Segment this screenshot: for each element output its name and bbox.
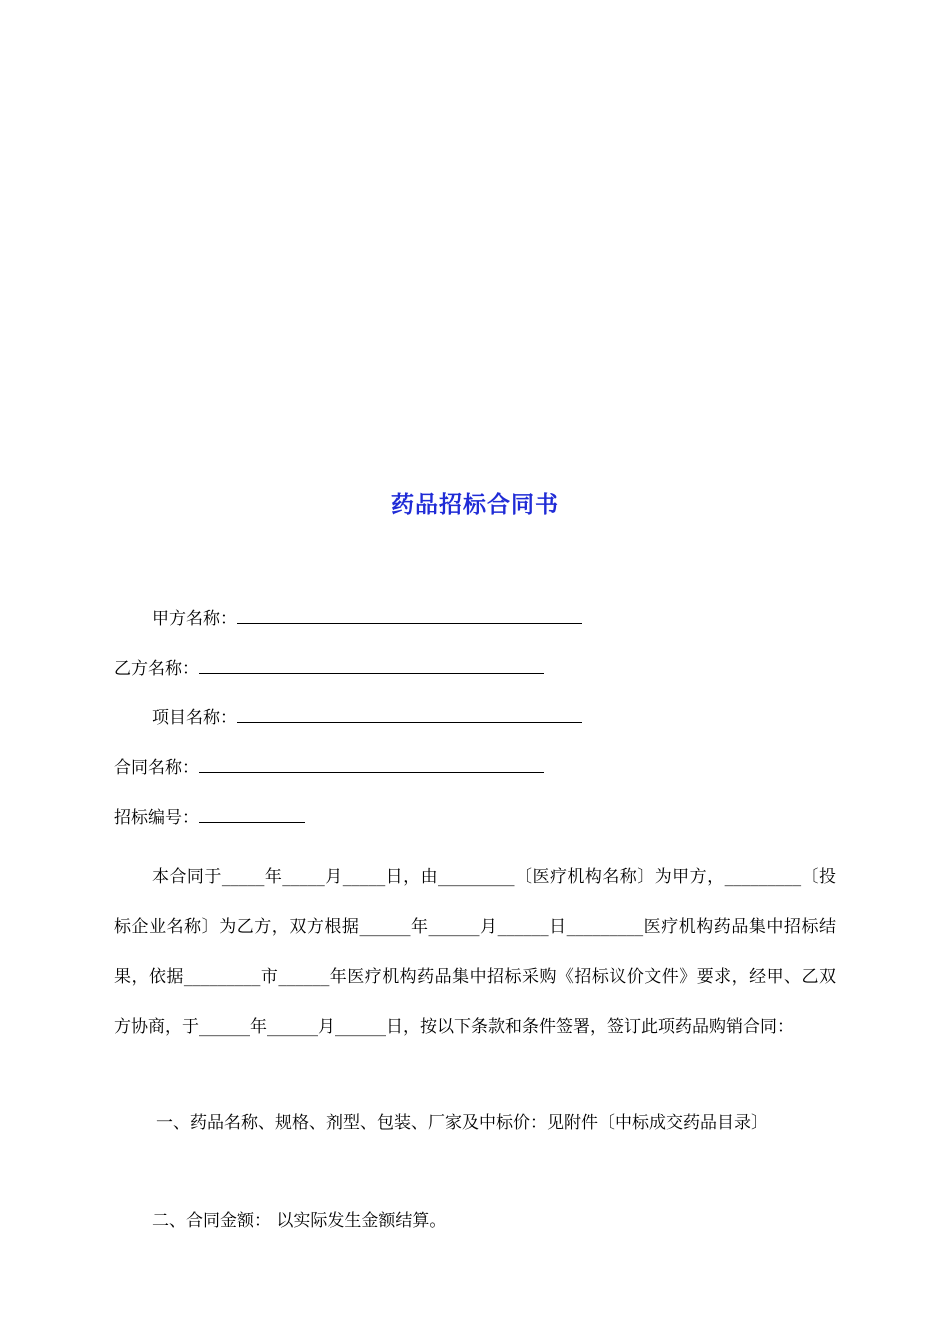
bid-number-field <box>114 806 305 830</box>
project-name-blank <box>237 706 582 723</box>
party-a-field <box>152 607 582 631</box>
bid-number-label: 招标编号： <box>114 808 199 828</box>
contract-name-blank <box>199 756 544 773</box>
project-name-field <box>152 706 582 730</box>
party-a-label: 甲方名称： <box>152 609 237 629</box>
clause-two-paragraph: 二、合同金额： 以实际发生金额结算。 <box>152 1211 447 1231</box>
contract-intro-paragraph: 本合同于_____年_____月_____日，由_________〔医疗机构名称〕为甲方，_________〔投标企业名称〕为乙方，双方根据______年______月______日_________医疗机构药品集中招标结果，依据_________市______年医疗机构药品集中招标采购《招标议价文件》要求，经甲、乙双方协商，于______年______月______日，按以下条款和条件签署，签订此项药品购销合同： <box>114 867 836 1037</box>
contract-name-label: 合同名称： <box>114 758 199 778</box>
project-name-label: 项目名称： <box>152 708 237 728</box>
document-title: 药品招标合同书 <box>391 491 559 518</box>
party-b-label: 乙方名称： <box>114 659 199 679</box>
party-a-blank <box>237 607 582 624</box>
clause-one-paragraph: 一、药品名称、规格、剂型、包装、厂家及中标价：见附件〔中标成交药品目录〕 <box>156 1113 768 1133</box>
bid-number-blank <box>199 806 305 823</box>
contract-name-field <box>114 756 544 780</box>
party-b-blank <box>199 657 544 674</box>
party-b-field <box>114 657 544 681</box>
